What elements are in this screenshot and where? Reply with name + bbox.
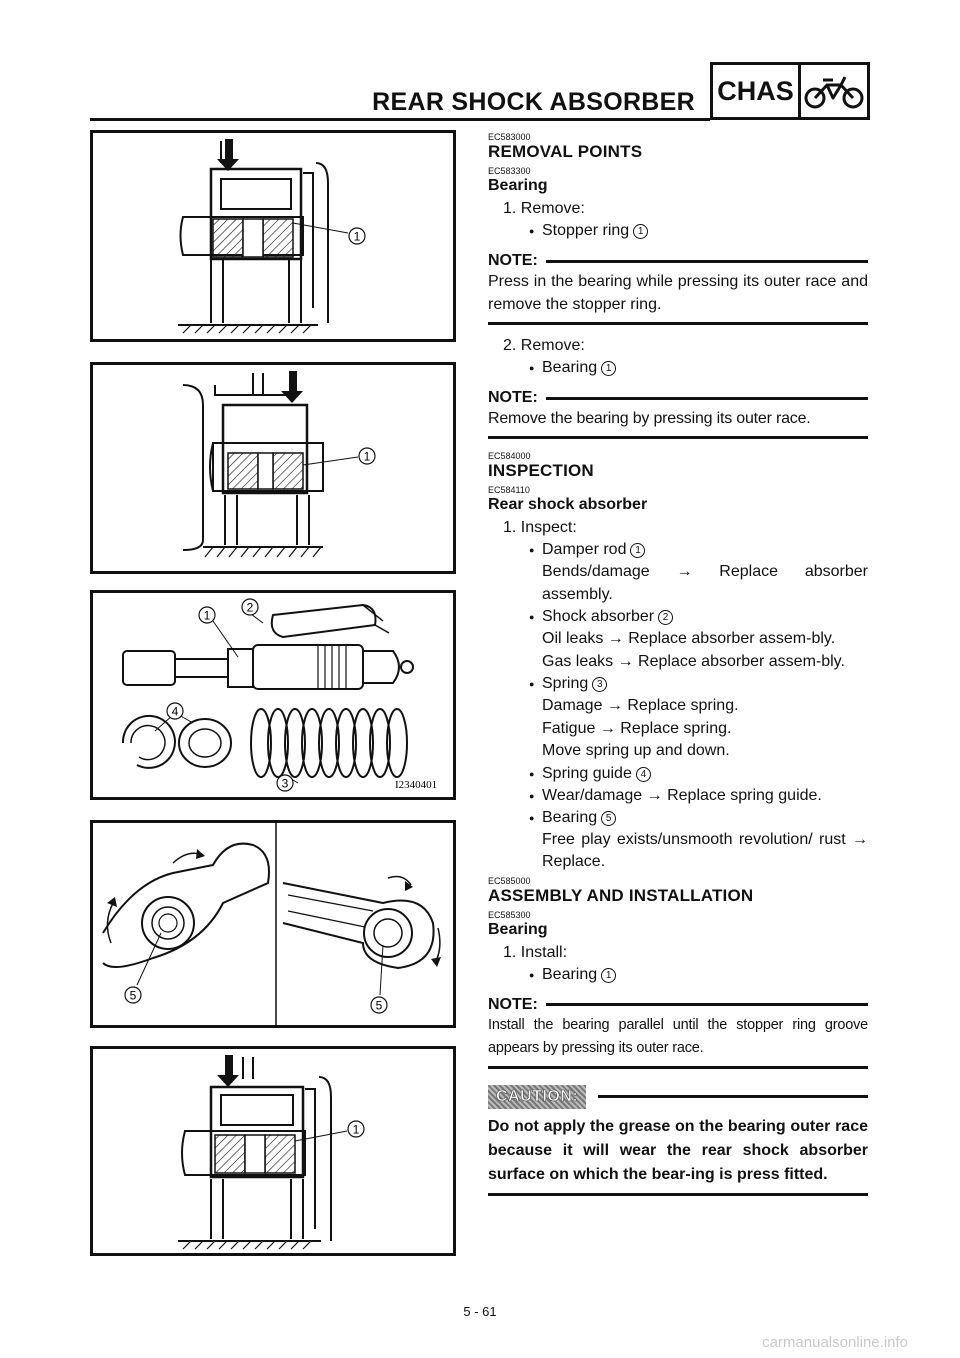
bullet-item (542, 964, 868, 986)
page-title: REAR SHOCK ABSORBER (372, 88, 695, 116)
figure-bearing-inspection (90, 820, 456, 1028)
page-header (90, 60, 870, 122)
note-label: NOTE: (488, 389, 868, 407)
figure-label: 1 (353, 229, 361, 244)
bullet-label: Bearing (542, 359, 598, 376)
note-block (488, 996, 868, 1069)
section-heading: INSPECTION (488, 461, 594, 480)
note-block (488, 252, 868, 325)
callout-number: 1 (630, 543, 645, 558)
section-code: EC583000 (488, 132, 531, 142)
figure-label: 1 (203, 608, 211, 623)
detail-text: Fatigue → Replace spring. (542, 719, 732, 737)
figure-stopper-ring-removal (90, 130, 456, 342)
section-label: CHAS (713, 65, 801, 117)
subsection-code: EC584110 (488, 485, 530, 495)
caution-text: Do not apply the grease on the bearing outer race because it will wear the rear shock absorber surface on which the bear-ing is press fitted. (488, 1115, 868, 1196)
section-heading: REMOVAL POINTS (488, 142, 643, 161)
bullet-item (542, 673, 868, 695)
bullet-label: Stopper ring (542, 222, 630, 239)
watermark: carmanualsonline.info (762, 1334, 908, 1351)
bullet-label: Wear/damage → Replace spring guide. (542, 786, 822, 804)
callout-number: 1 (601, 361, 616, 376)
subsection-heading: Bearing (488, 920, 548, 938)
step-text: 2. Remove: (503, 337, 585, 354)
note-block (488, 389, 868, 439)
bullet-item (542, 807, 868, 829)
figure-label: 4 (171, 704, 179, 719)
figure-bearing-removal (90, 362, 456, 574)
section-code: EC585000 (488, 875, 531, 886)
bullet-label: Bearing (542, 808, 598, 826)
detail-text: Gas leaks → Replace absorber assem-bly. (542, 652, 845, 670)
note-text: Remove the bearing by pressing its outer race. (488, 407, 868, 439)
detail-text: Damage → Replace spring. (542, 697, 739, 714)
bullet-label: Spring (542, 675, 589, 692)
bullet-item (542, 763, 868, 785)
note-text: Install the bearing parallel until the stopper ring groove appears by pressing its outer race. (488, 1014, 868, 1069)
figure-label: 1 (352, 1122, 360, 1137)
section-badge (710, 62, 870, 120)
figure-label: 2 (246, 600, 254, 615)
figure-code: I2340401 (395, 779, 438, 791)
callout-number: 1 (601, 968, 616, 983)
bullet-label: Damper rod (542, 541, 627, 558)
bullet-item (542, 539, 868, 561)
inspection-list (488, 539, 868, 874)
step-text: 1. Remove: (503, 200, 585, 217)
motorcycle-icon (801, 65, 867, 117)
callout-number: 4 (636, 767, 651, 782)
figure-bearing-install (90, 1046, 456, 1256)
figure-label: 5 (129, 988, 137, 1003)
bullet-label: Bearing (542, 965, 598, 983)
detail-text: Free play exists/unsmooth revolution/ rust → Replace. (542, 830, 868, 870)
figure-label: 5 (375, 998, 383, 1013)
instructions-column (488, 128, 868, 1196)
callout-number: 1 (633, 224, 648, 239)
section-code: EC584000 (488, 451, 531, 461)
bullet-item (542, 606, 868, 628)
caution-label: CAUTION: (488, 1085, 586, 1109)
detail-text: Oil leaks → Replace absorber assem-bly. (542, 630, 836, 647)
detail-text: Move spring up and down. (542, 742, 730, 759)
detail-text: Bends/damage → Replace absorber assembly. (542, 563, 868, 603)
subsection-code: EC585300 (488, 909, 531, 920)
note-text: Press in the bearing while pressing its outer race and remove the stopper ring. (488, 270, 868, 325)
bullet-label: Shock absorber (542, 608, 655, 625)
step-text: 1. Inspect: (503, 519, 577, 536)
subsection-heading: Rear shock absorber (488, 496, 648, 513)
bullet-label: Spring guide (542, 764, 632, 782)
step-text: 1. Install: (503, 943, 568, 961)
subsection-code: EC583300 (488, 166, 531, 176)
caution-block (488, 1085, 868, 1196)
note-label: NOTE: (488, 996, 868, 1014)
figure-label: 1 (363, 449, 371, 464)
bullet-item (542, 785, 868, 807)
bullet-item (542, 220, 868, 242)
callout-number: 5 (601, 811, 616, 826)
callout-number: 2 (658, 610, 673, 625)
note-label: NOTE: (488, 252, 868, 270)
callout-number: 3 (592, 677, 607, 692)
section-heading: ASSEMBLY AND INSTALLATION (488, 885, 754, 905)
page-number: 5 - 61 (463, 1304, 497, 1319)
subsection-heading: Bearing (488, 177, 548, 194)
header-rule (90, 118, 710, 121)
figure-label: 3 (281, 776, 289, 791)
caution-label-row (488, 1085, 868, 1109)
figure-shock-absorber-parts (90, 590, 456, 800)
bullet-item (542, 357, 868, 379)
